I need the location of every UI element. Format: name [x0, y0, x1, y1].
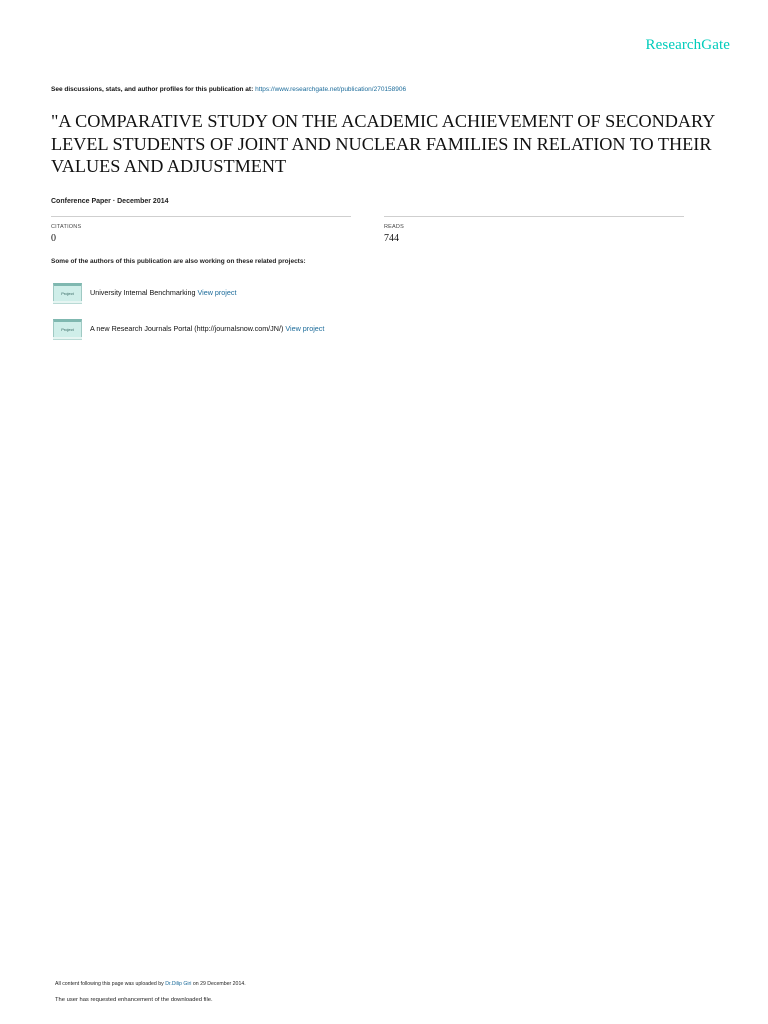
project-text	[90, 288, 237, 297]
reads-stat	[384, 216, 684, 244]
enhancement-note: The user has requested enhancement of the downloaded file.	[55, 997, 213, 1003]
reads-value: 744	[384, 233, 399, 244]
view-project-link[interactable]: View project	[285, 324, 325, 333]
discussion-text: See discussions, stats, and author profiles for this publication at:	[51, 86, 254, 93]
publication-url-link[interactable]: https://www.researchgate.net/publication/270158906	[255, 86, 407, 93]
project-icon-label: Project	[61, 327, 74, 332]
publication-title: "A COMPARATIVE STUDY ON THE ACADEMIC ACHIEVEMENT OF SECONDARY LEVEL STUDENTS OF JOINT AND NUCLEAR FAMILIES IN RELATION TO THEIR VALUES AND ADJUSTMENT	[51, 111, 715, 176]
project-icon	[53, 283, 82, 302]
project-icon-label: Project	[61, 291, 74, 296]
discussion-line	[51, 86, 406, 93]
project-text	[90, 324, 324, 333]
citations-label: CITATIONS	[51, 224, 82, 230]
related-projects-heading: Some of the authors of this publication are also working on these related projects:	[51, 258, 306, 265]
citations-stat	[51, 216, 351, 244]
related-project-item	[53, 319, 324, 338]
upload-suffix: on 29 December 2014.	[192, 981, 246, 987]
related-project-item	[53, 283, 237, 302]
publication-type-date: Conference Paper · December 2014	[51, 198, 169, 205]
upload-prefix: All content following this page was uploaded by	[55, 981, 164, 987]
project-name: A new Research Journals Portal (http://journalsnow.com/JN/)	[90, 324, 284, 333]
uploader-link[interactable]: Dr.Dilip Giri	[165, 981, 192, 987]
project-name: University Internal Benchmarking	[90, 288, 196, 297]
researchgate-logo[interactable]: ResearchGate	[645, 37, 730, 53]
upload-info	[55, 981, 246, 987]
citations-value: 0	[51, 233, 56, 244]
view-project-link[interactable]: View project	[197, 288, 237, 297]
reads-label: READS	[384, 224, 404, 230]
project-icon	[53, 319, 82, 338]
